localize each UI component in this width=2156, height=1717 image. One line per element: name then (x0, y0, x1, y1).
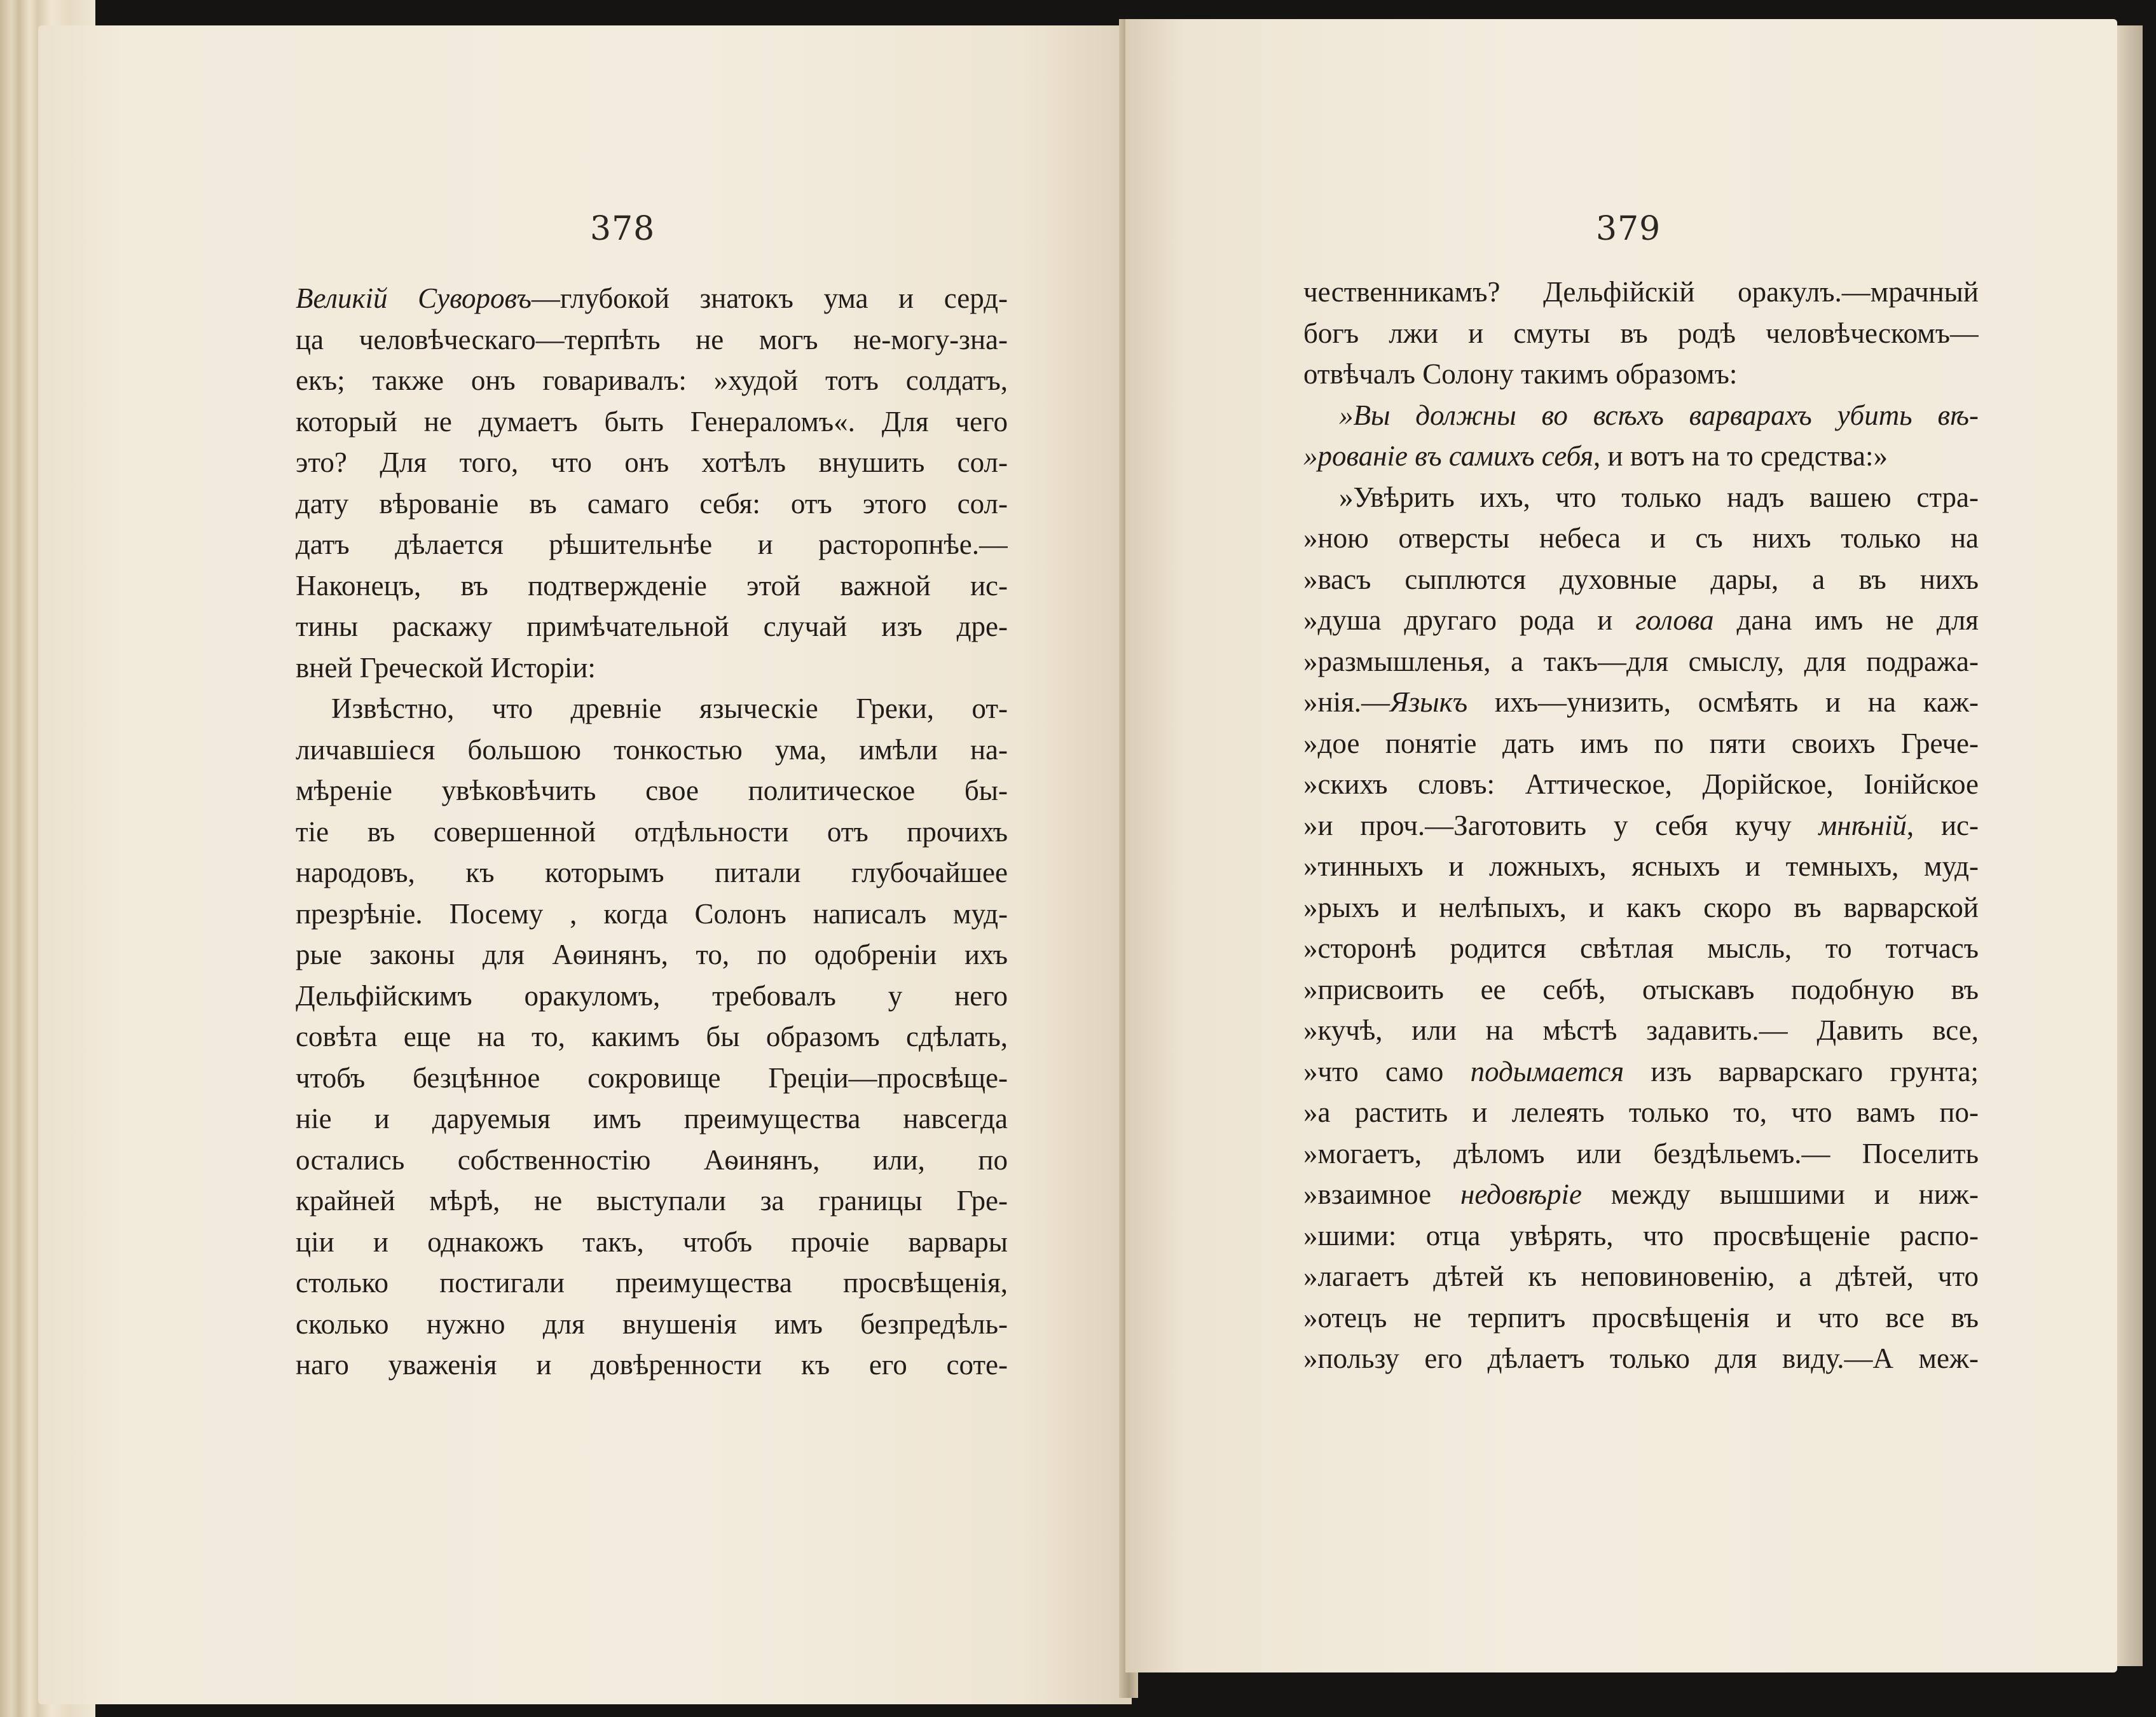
text-line (1303, 1010, 1979, 1051)
right-page-edge (2117, 25, 2143, 1666)
text-line (296, 606, 1008, 647)
text-line (296, 401, 1008, 443)
text-run: остались собственностію Аѳинянъ, или, по (296, 1143, 1008, 1176)
text-run: »лагаетъ дѣтей къ неповиновенію, а дѣтей, что (1303, 1260, 1979, 1292)
text-line (1303, 764, 1979, 805)
text-line (296, 565, 1008, 607)
text-run: рые законы для Аѳинянъ, то, по одобреніи ихъ (296, 939, 1008, 970)
text-run: »присвоить ее себѣ, отыскавъ подобную въ (1303, 973, 1979, 1005)
italic-text: подымается (1470, 1055, 1624, 1087)
text-run: чественникамъ? Дельфійскій оракулъ.—мрачный (1303, 276, 1979, 308)
text-run: »тинныхъ и ложныхъ, ясныхъ и темныхъ, муд- (1303, 850, 1979, 882)
text-run: дату вѣрованіе въ самаго себя: отъ этого сол- (296, 487, 1008, 520)
left-page-text (296, 278, 1008, 1386)
text-line (296, 524, 1008, 565)
text-run: »шими: отца увѣрять, что просвѣщеніе распо- (1303, 1219, 1979, 1252)
text-line (1303, 969, 1979, 1010)
text-run: крайней мѣрѣ, не выступали за границы Гре- (296, 1185, 1008, 1217)
text-line (296, 1222, 1008, 1263)
text-line (296, 893, 1008, 935)
right-page (1125, 19, 2117, 1672)
text-run: »а растить и лелеять только то, что вамъ по- (1303, 1096, 1979, 1128)
right-page-text (1303, 272, 1979, 1379)
text-line (1303, 1297, 1979, 1339)
text-line (1303, 518, 1979, 559)
text-run: »что само (1303, 1055, 1471, 1087)
text-run: ца человѣческаго—терпѣть не могъ не-могу-зна- (296, 323, 1008, 355)
text-line (1303, 887, 1979, 928)
text-run: тины раскажу примѣчательной случай изъ дре- (296, 610, 1008, 642)
text-run: чтобъ безцѣнное сокровище Греціи—просвѣще- (296, 1061, 1008, 1094)
text-line (1303, 928, 1979, 969)
italic-text: »Вы должны во всѣхъ варварахъ убить вѣ- (1339, 399, 1979, 431)
text-line (296, 483, 1008, 525)
text-run: »ною отверсты небеса и съ нихъ только на (1303, 522, 1979, 554)
text-run: вней Греческой Исторіи: (296, 651, 596, 684)
text-run: —глубокой знатокъ ума и серд- (531, 282, 1008, 314)
text-line (296, 934, 1008, 976)
text-line (1303, 477, 1979, 518)
text-line (296, 1304, 1008, 1345)
text-run: »душа другаго рода и (1303, 604, 1636, 636)
text-run: »сторонѣ родится свѣтлая мысль, то тотчасъ (1303, 932, 1979, 964)
text-line (1303, 354, 1979, 395)
text-line (1303, 1174, 1979, 1215)
text-run: »размышленья, а такъ—для смыслу, для подража- (1303, 645, 1979, 677)
text-run: датъ дѣлается рѣшительнѣе и расторопнѣе.— (296, 528, 1008, 560)
text-line (296, 688, 1008, 729)
text-line (296, 360, 1008, 401)
text-run: Дельфійскимъ оракуломъ, требовалъ у него (296, 979, 1008, 1012)
text-line (296, 770, 1008, 811)
text-line (1303, 1133, 1979, 1175)
text-line (1303, 272, 1979, 313)
text-run: Извѣстно, что древніе языческіе Греки, от- (331, 693, 1008, 724)
text-line (1303, 1215, 1979, 1257)
text-run: ихъ—унизить, осмѣять и на каж- (1467, 686, 1979, 718)
text-line (1303, 641, 1979, 682)
text-run: дана имъ не для (1713, 604, 1979, 636)
text-line (296, 1016, 1008, 1058)
text-run: это? Для того, что онъ хотѣлъ внушить сол- (296, 446, 1008, 478)
text-run: »кучѣ, или на мѣстѣ задавить.— Давить все, (1303, 1014, 1979, 1046)
text-line (1303, 723, 1979, 764)
text-line (1303, 600, 1979, 641)
text-line (296, 729, 1008, 771)
text-line (296, 647, 1008, 689)
text-line (1303, 1092, 1979, 1133)
text-line (296, 852, 1008, 893)
text-run: »васъ сыплются духовные дары, а въ нихъ (1303, 563, 1979, 595)
text-line (1303, 805, 1979, 846)
text-run: »и проч.—Заготовить у себя кучу (1303, 809, 1819, 841)
page-number-left: 378 (590, 210, 656, 248)
text-line (296, 1098, 1008, 1140)
italic-text: Языкъ (1390, 686, 1468, 718)
text-run: народовъ, къ которымъ питали глубочайшее (296, 857, 1008, 888)
text-line (296, 811, 1008, 853)
text-run: »пользу его дѣлаетъ только для виду.—А меж- (1303, 1342, 1979, 1374)
text-run: сколько нужно для внушенія имъ безпредѣль- (296, 1307, 1008, 1340)
text-line (1303, 559, 1979, 600)
italic-text: голова (1635, 604, 1714, 636)
text-run: который не думаетъ быть Генераломъ«. Для чего (296, 405, 1008, 438)
text-run: мѣреніе увѣковѣчить свое политическое бы- (296, 775, 1008, 806)
text-line (296, 1344, 1008, 1386)
text-run: ніе и даруемыя имъ преимущества навсегда (296, 1103, 1008, 1134)
text-run: наго уваженія и довѣренности къ его соте- (296, 1349, 1008, 1381)
text-run: презрѣніе. Посему , когда Солонъ написалъ муд- (296, 897, 1008, 930)
text-line (1303, 313, 1979, 354)
text-line (296, 1180, 1008, 1222)
text-run: , и вотъ на то средства:» (1593, 440, 1888, 472)
text-line (1303, 682, 1979, 723)
text-run: екъ; также онъ говаривалъ: »худой тотъ солдатъ, (296, 364, 1008, 396)
text-run: »могаетъ, дѣломъ или бездѣльемъ.— Поселить (1303, 1137, 1979, 1169)
text-run: Наконецъ, въ подтвержденіе этой важной ис- (296, 569, 1008, 602)
text-run: столько постигали преимущества просвѣщенія, (296, 1267, 1008, 1299)
text-line (1303, 846, 1979, 887)
text-run: ціи и однакожъ такъ, чтобъ прочіе варвары (296, 1225, 1008, 1258)
text-run: между вышшими и ниж- (1581, 1178, 1979, 1210)
text-run: »рыхъ и нелѣпыхъ, и какъ скоро въ варварской (1303, 891, 1979, 923)
italic-text: мнѣній (1818, 809, 1907, 841)
text-line (296, 442, 1008, 483)
text-run: »скихъ словъ: Аттическое, Дорійское, Іонійское (1303, 768, 1979, 800)
text-line (296, 278, 1008, 319)
text-run: личавшіеся большою тонкостью ума, имѣли на- (296, 733, 1008, 766)
text-line (1303, 1051, 1979, 1093)
text-run: совѣта еще на то, какимъ бы образомъ сдѣлать, (296, 1021, 1008, 1052)
text-run: , ис- (1906, 809, 1979, 841)
text-line (296, 319, 1008, 361)
text-run: »взаимное (1303, 1178, 1460, 1210)
text-run: изъ варварскаго грунта; (1624, 1055, 1979, 1087)
italic-text: недовѣріе (1460, 1178, 1582, 1210)
text-line (1303, 1256, 1979, 1297)
italic-text: »рованіе въ самихъ себя (1303, 440, 1593, 472)
text-run: »нія.— (1303, 686, 1390, 718)
page-number-right: 379 (1596, 210, 1661, 248)
text-run: »дое понятіе дать имъ по пяти своихъ Грече- (1303, 727, 1979, 759)
text-run: »Увѣрить ихъ, что только надъ вашею стра- (1339, 481, 1979, 513)
text-line (1303, 1338, 1979, 1379)
text-line (296, 1058, 1008, 1099)
text-run: »отецъ не терпитъ просвѣщенія и что все въ (1303, 1301, 1979, 1334)
italic-text: Великій Суворовъ (296, 282, 532, 314)
text-run: отвѣчалъ Солону такимъ образомъ: (1303, 358, 1738, 390)
text-line (1303, 395, 1979, 436)
text-line (296, 1140, 1008, 1181)
text-run: богъ лжи и смуты въ родѣ человѣческомъ— (1303, 317, 1979, 349)
left-page (38, 25, 1132, 1704)
text-line (296, 976, 1008, 1017)
text-run: тіе въ совершенной отдѣльности отъ прочихъ (296, 815, 1008, 848)
text-line (296, 1262, 1008, 1304)
text-line (1303, 436, 1979, 477)
